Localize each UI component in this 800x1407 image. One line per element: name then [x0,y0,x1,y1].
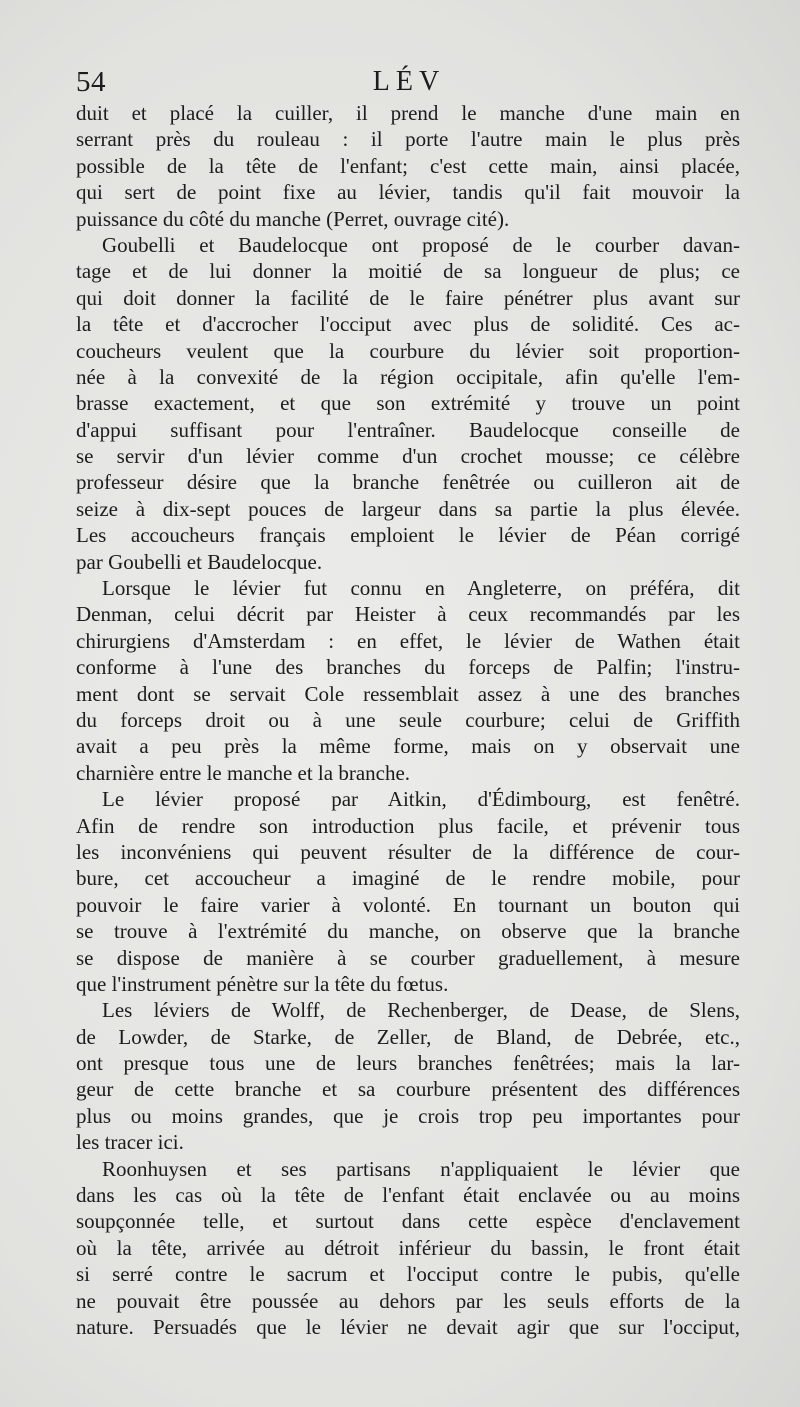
text-line: ont presque tous une de leurs branches fenêtrées; mais la lar- [76,1051,740,1076]
text-line: Goubelli et Baudelocque ont proposé de le courber davan- [102,232,740,257]
text-line: se dispose de manière à se courber graduellement, à mesure [76,945,740,970]
text-line: Roonhuysen et ses partisans n'appliquaient le lévier que [102,1156,740,1181]
text-line: d'appui suffisant pour l'entraîner. Baudelocque conseille de [76,417,740,442]
text-line: qui sert de point fixe au lévier, tandis qu'il fait mouvoir la [76,180,740,205]
text-line: se servir d'un lévier comme d'un crochet mousse; ce célèbre [76,444,740,469]
text-line: conforme à l'une des branches du forceps de Palfin; l'instru- [76,655,740,680]
paragraph [76,1156,740,1341]
body-text [76,100,740,1340]
text-line: Les léviers de Wolff, de Rechenberger, de Dease, de Slens, [102,998,740,1023]
text-line: Denman, celui décrit par Heister à ceux recommandés par les [76,602,740,627]
text-line: de Lowder, de Starke, de Zeller, de Bland, de Debrée, etc., [76,1024,740,1049]
running-head [76,66,742,102]
text-line: professeur désire que la branche fenêtrée ou cuilleron ait de [76,470,740,495]
header-title: LÉV [372,66,446,97]
text-line: coucheurs veulent que la courbure du lévier soit proportion- [76,338,740,363]
text-line: charnière entre le manche et la branche. [76,760,411,785]
text-line: pouvoir le faire varier à volonté. En tournant un bouton qui [76,892,740,917]
text-line: bure, cet accoucheur a imaginé de le rendre mobile, pour [76,866,740,891]
text-line: du forceps droit ou à une seule courbure; celui de Griffith [76,707,740,732]
text-line: brasse exactement, et que son extrémité y trouve un point [76,391,740,416]
text-line: duit et placé la cuiller, il prend le manche d'une main en [76,101,740,125]
paragraph [76,786,740,997]
page-number: 54 [76,66,106,98]
text-line: seize à dix-sept pouces de largeur dans sa partie la plus élevée. [76,496,740,521]
text-line: si serré contre le sacrum et l'occiput contre le pubis, qu'elle [76,1262,740,1287]
text-line: Afin de rendre son introduction plus facile, et prévenir tous [76,813,740,838]
text-line: plus ou moins grandes, que je crois trop peu importantes pour [76,1103,740,1128]
text-line: où la tête, arrivée au détroit inférieur du bassin, le front était [76,1235,740,1260]
text-line: possible de la tête de l'enfant; c'est cette main, ainsi placée, [76,153,740,178]
text-line: qui doit donner la facilité de le faire pénétrer plus avant sur [76,285,740,310]
text-line: geur de cette branche et sa courbure présentent des différences [76,1077,740,1102]
paragraph [76,575,740,786]
text-line: que l'instrument pénètre sur la tête du fœtus. [76,971,449,996]
text-line: tage et de lui donner la moitié de sa longueur de plus; ce [76,259,740,284]
text-line: ne pouvait être poussée au dehors par les seuls efforts de la [76,1288,740,1313]
text-line: avait a peu près la même forme, mais on y observait une [76,734,740,759]
text-line: ment dont se servait Cole ressemblait assez à une des branches [76,681,740,706]
text-line: née à la convexité de la région occipitale, afin qu'elle l'em- [76,364,740,389]
paragraph [76,232,740,575]
paragraph [76,997,740,1155]
text-line: la tête et d'accrocher l'occiput avec plus de solidité. Ces ac- [76,312,740,337]
paragraph [76,100,740,232]
text-line: soupçonnée telle, et surtout dans cette espèce d'enclavement [76,1209,740,1234]
text-line: Lorsque le lévier fut connu en Angleterre, on préféra, dit [102,576,740,601]
text-line: les inconvéniens qui peuvent résulter de la différence de cour- [76,839,740,864]
text-line: puissance du côté du manche (Perret, ouvrage cité). [76,206,510,231]
text-line: les tracer ici. [76,1130,184,1155]
text-line: nature. Persuadés que le lévier ne devait agir que sur l'occiput, [76,1314,740,1339]
text-line: se trouve à l'extrémité du manche, on observe que la branche [76,919,740,944]
text-line: par Goubelli et Baudelocque. [76,549,323,574]
text-line: Le lévier proposé par Aitkin, d'Édimbourg, est fenêtré. [102,787,740,812]
text-line: chirurgiens d'Amsterdam : en effet, le lévier de Wathen était [76,628,740,653]
text-line: Les accoucheurs français emploient le lévier de Péan corrigé [76,523,740,548]
text-line: dans les cas où la tête de l'enfant était enclavée ou au moins [76,1183,740,1208]
text-line: serrant près du rouleau : il porte l'autre main le plus près [76,127,740,152]
